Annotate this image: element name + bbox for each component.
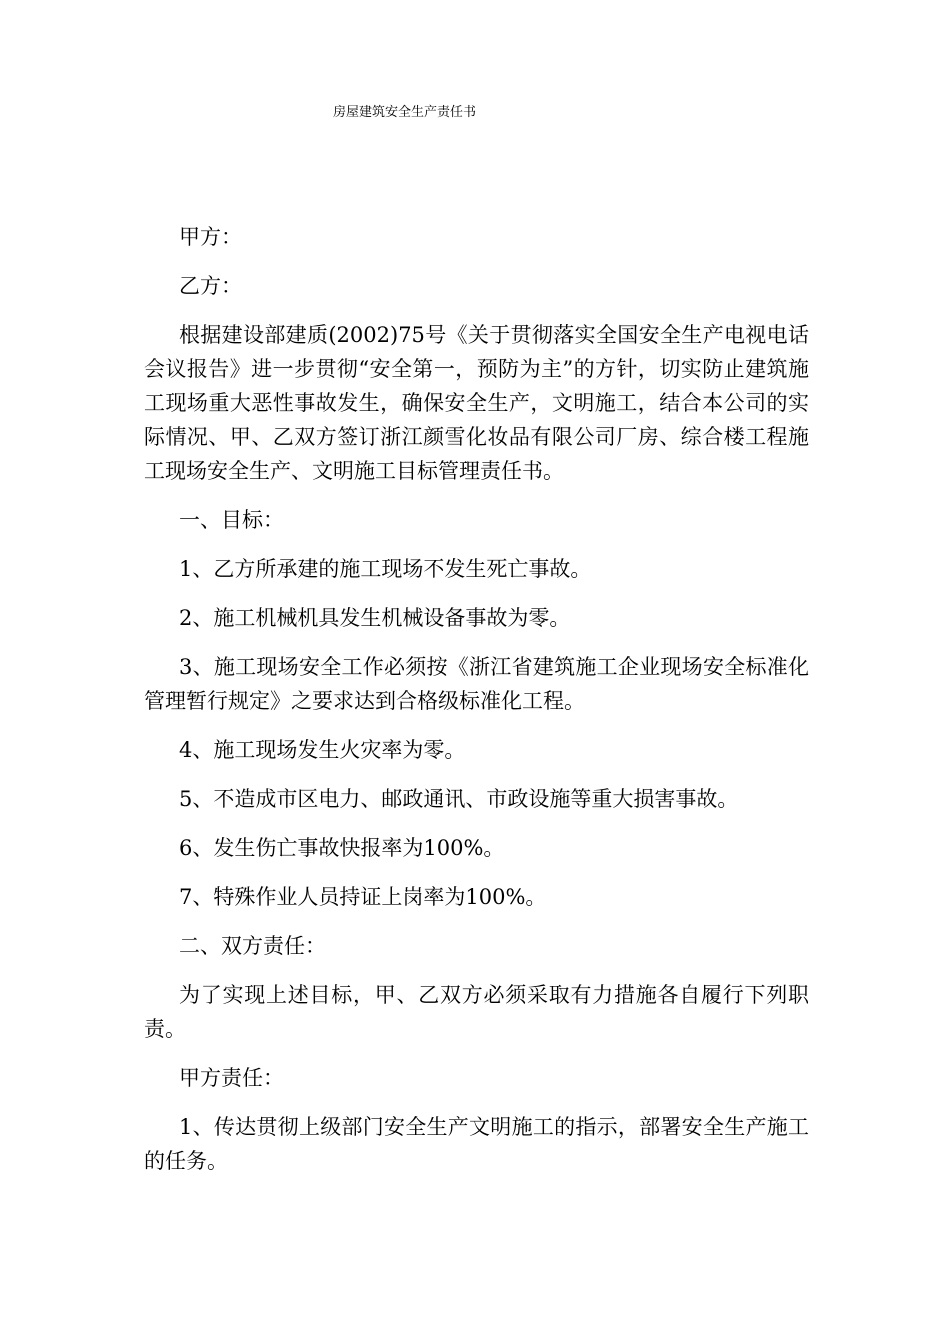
goal-item-7: 7、特殊作业人员持证上岗率为100%。 — [179, 885, 547, 909]
section-heading-goals: 一、目标： — [179, 508, 284, 532]
document-body — [144, 220, 809, 1193]
party-a-responsibility-1: 1、传达贯彻上级部门安全生产文明施工的指示，部署安全生产施工的任务。 — [144, 1115, 809, 1173]
party-a-line: 甲方： — [179, 225, 242, 249]
page-header: 房屋建筑安全生产责任书 — [333, 105, 477, 120]
goal-item-5: 5、不造成市区电力、邮政通讯、市政设施等重大损害事故。 — [179, 787, 739, 811]
intro-paragraph: 根据建设部建质(2002)75号《关于贯彻落实全国安全生产电视电话会议报告》进一步贯彻“安全第一，预防为主”的方针，切实防止建筑施工现场重大恶性事故发生，确保安全生产，文明施工，结合本公司的实际情况、甲、乙双方签订浙江颜雪化妆品有限公司厂房、综合楼工程施工现场安全生产、文明施工目标管理责任书。 — [144, 323, 809, 483]
goal-item-6: 6、发生伤亡事故快报率为100%。 — [179, 836, 505, 860]
party-a-responsibilities-heading: 甲方责任： — [179, 1066, 284, 1090]
goal-item-1: 1、乙方所承建的施工现场不发生死亡事故。 — [179, 557, 592, 581]
section-heading-responsibilities: 二、双方责任： — [179, 934, 326, 958]
responsibilities-intro: 为了实现上述目标，甲、乙双方必须采取有力措施各自履行下列职责。 — [144, 983, 809, 1041]
goal-item-4: 4、施工现场发生火灾率为零。 — [179, 738, 466, 762]
party-b-line: 乙方： — [179, 274, 242, 298]
goal-item-2: 2、施工机械机具发生机械设备事故为零。 — [179, 606, 571, 630]
goal-item-3: 3、施工现场安全工作必须按《浙江省建筑施工企业现场安全标准化管理暂行规定》之要求达到合格级标准化工程。 — [144, 655, 809, 713]
